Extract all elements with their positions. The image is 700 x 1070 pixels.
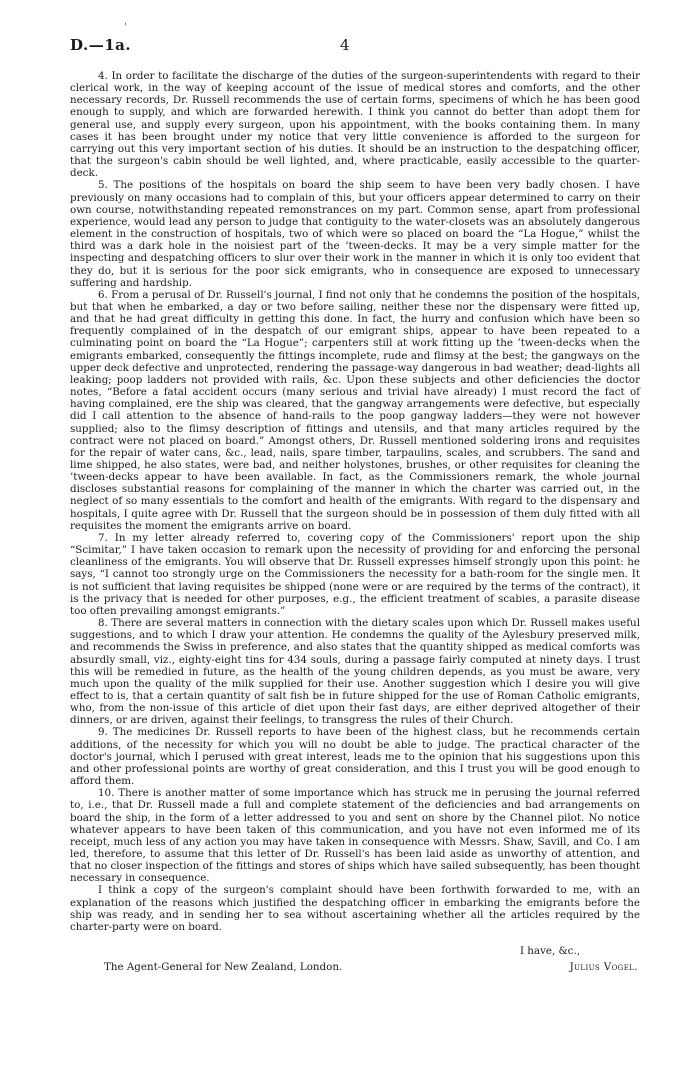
paragraph-6: 6. From a perusal of Dr. Russell's journal, I find not only that he condemns the position of the hospitals, but that when he embarked, a day or two before sailing, neither these nor the dispensary were fitted up, and that he had great difficulty in getting this done. In fact, the hurry and confusion which have been so frequently complained of in the despatch of our emigrant ships, appear to have been repeated to a culminating point on board the “La Hogue”; carpenters still at work fitting up the ’tween-decks when the emigrants embarked, consequently the fittings incomplete, rude and flimsy at the best; the gangways on the upper deck defective and unprotected, rendering the passage-way dangerous in bad weather; dead-lights all leaking; poop ladders not provided with rails, &c. Upon these subjects and other deficiencies the doctor notes, “Before a fatal accident occurs (many serious and trivial have already) I must record the fact of having complained, ere the ship was cleared, that the gangway arrangements were defective, but especially did I call attention to the absence of hand-rails to the poop gangway ladders—they were not however supplied; also to the flimsy description of fittings and utensils, and that many articles required by the contract were not placed on board.” Amongst others, Dr. Russell mentioned soldering irons and requisites for the repair of water cans, &c., lead, nails, spare timber, tarpaulins, scales, and scrubbers. The sand and lime shipped, he also states, were bad, and neither holystones, brushes, or other requisites for cleaning the ’tween-decks appear to have been available. In fact, as the Commissioners remark, the whole journal discloses substantial reasons for complaining of the manner in which the charter was carried out, in the neglect of so many essentials to the comfort and health of the emigrants. With regard to the dispensary and hospitals, I quite agree with Dr. Russell that the surgeon should be in possession of them duly fitted with all requisites the moment the emigrants arrive on board.: [70, 288, 640, 532]
closing-line: I have, &c.,: [519, 945, 580, 958]
paragraph-8: 8. There are several matters in connection with the dietary scales upon which Dr. Russell makes useful suggestions, and to which I draw your attention. He condemns the quality of the Aylesbury preserved milk, and recommends the Swiss in preference, and also states that the quantity shipped as medical comforts was absurdly small, viz., eighty-eight tins for 434 souls, during a passage fairly computed at ninety days. I trust this will be remedied in future, as the health of the young children depends, as you must be aware, very much upon the quality of the milk supplied for their use. Another suggestion which I desire you will give effect to is, that a certain quantity of salt fish be in future shipped for the use of Roman Catholic emigrants, who, from the non-issue of this article of diet upon their fast days, are either deprived altogether of their dinners, or are driven, against their feelings, to transgress the rules of their Church.: [70, 617, 640, 727]
recipient-line: The Agent-General for New Zealand, London.: [104, 961, 343, 974]
page-header: [70, 22, 640, 58]
paragraph-7: 7. In my letter already referred to, covering copy of the Commissioners' report upon the ship “Scimitar,” I have taken occasion to remark upon the necessity of providing for and enforcing the personal cleanliness of the emigrants. You will observe that Dr. Russell expresses himself strongly upon this point: he says, “I cannot too strongly urge on the Commissioners the necessity for a bath-room for the single men. It is not sufficient that laving requisites be shipped (none were or are required by the terms of the contract), it is the privacy that is needed for other purposes, e.g., the efficient treatment of scabies, a parasite disease too often prevailing amongst emigrants.”: [70, 531, 640, 617]
signature: Julius Vogel.: [569, 961, 638, 974]
paragraph-9: 9. The medicines Dr. Russell reports to have been of the highest class, but he recommends certain additions, of the necessity for which you will no doubt be able to judge. The practical character of the doctor's journal, which I perused with great interest, leads me to the opinion that his suggestions upon this and other professional points are worthy of great consideration, and this I trust you will be good enough to afford them.: [70, 726, 640, 788]
paragraph-4: 4. In order to facilitate the discharge of the duties of the surgeon-superintendents with regard to their clerical work, in the way of keeping account of the issue of medical stores and comforts, and the other necessary records, Dr. Russell recommends the use of certain forms, specimens of which he has been good enough to supply, and which are forwarded herewith. I think you cannot do better than adopt them for general use, and supply every surgeon, upon his appointment, with the books containing them. In many cases it has been brought under my notice that very little convenience is afforded to the surgeon for carrying out this very important section of his duties. It should be an instruction to the despatching officer, that the surgeon's cabin should be well lighted, and, where practicable, easily accessible to the quarter-deck.: [70, 70, 640, 180]
paragraph-5: 5. The positions of the hospitals on board the ship seem to have been very badly chosen. I have previously on many occasions had to complain of this, but your officers appear determined to carry on their own course, notwithstanding repeated remonstrances on my part. Common sense, apart from professional experience, would lead any person to judge that contiguity to the water-closets was an absolutely dangerous element in the construction of hospitals, two of which were so placed on board the “La Hogue,” whilst the third was a dark hole in the noisiest part of the ’tween-decks. It may be a very simple matter for the inspecting and despatching officers to slur over their work in the manner in which it is only too evident that they do, but it is serious for the poor sick emigrants, who in consequence are exposed to unnecessary suffering and hardship.: [70, 179, 640, 289]
page-number: 4: [340, 36, 350, 54]
letter-body: [70, 70, 640, 933]
letter-closing: [70, 945, 640, 985]
paragraph-10: 10. There is another matter of some importance which has struck me in perusing the journal referred to, i.e., that Dr. Russell made a full and complete statement of the deficiencies and bad arrangements on board the ship, in the form of a letter addressed to you and sent on shore by the Channel pilot. No notice whatever appears to have been taken of this communication, and you have not even informed me of its receipt, much less of any action you may have taken in consequence with Messrs. Shaw, Savill, and Co. I am led, therefore, to assume that this letter of Dr. Russell's has been laid aside as unworthy of attention, and that no closer inspection of the fittings and stores of ships which have sailed subsequently, has been thought necessary in consequence.: [70, 787, 640, 885]
document-reference: D.—1a.: [70, 36, 132, 54]
tick-mark: ': [124, 22, 127, 33]
paragraph-conclusion: I think a copy of the surgeon's complaint should have been forthwith forwarded to me, with an explanation of the reasons which justified the despatching officer in embarking the emigrants before the ship was ready, and in sending her to sea without ascertaining whether all the articles required by the charter-party were on board.: [70, 884, 640, 933]
